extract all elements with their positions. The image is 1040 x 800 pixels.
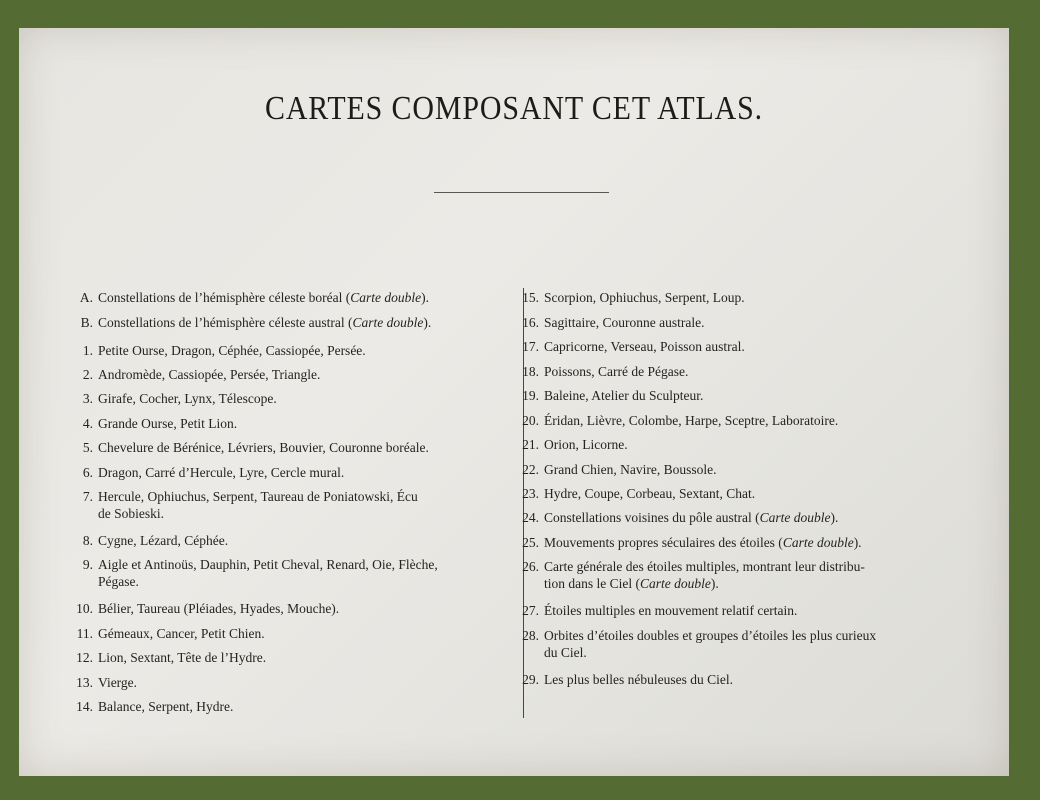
- list-item: [69, 556, 438, 590]
- entry-number: 25.: [522, 535, 539, 550]
- entry-number: 14.: [76, 699, 93, 714]
- list-item: [69, 415, 237, 432]
- atlas-page: [19, 28, 1009, 776]
- entry-text: Étoiles multiples en mouvement relatif certain.: [544, 603, 798, 618]
- entry-number: 26.: [522, 559, 539, 574]
- list-item: [515, 461, 716, 478]
- entry-italic: Carte double: [352, 315, 424, 330]
- entry-number: 1.: [82, 343, 93, 358]
- entry-number: A.: [79, 290, 93, 305]
- entry-text: Poissons, Carré de Pégase.: [544, 364, 689, 379]
- entry-italic: Carte double: [350, 290, 422, 305]
- entry-text: Petite Ourse, Dragon, Céphée, Cassiopée, Persée.: [98, 343, 366, 358]
- list-item: [515, 314, 704, 331]
- list-item: [515, 412, 838, 429]
- entry-text: Hydre, Coupe, Corbeau, Sextant, Chat.: [544, 486, 756, 501]
- entry-continuation-text: du Ciel.: [544, 645, 587, 660]
- list-item: [69, 289, 429, 306]
- list-item: [69, 366, 320, 383]
- entry-text: Mouvements propres séculaires des étoiles (: [544, 535, 783, 550]
- entry-text: Éridan, Lièvre, Colombe, Harpe, Sceptre, Laboratoire.: [544, 413, 839, 428]
- entry-text: Balance, Serpent, Hydre.: [98, 699, 234, 714]
- entry-text: Grande Ourse, Petit Lion.: [98, 416, 238, 431]
- entry-text: Scorpion, Ophiuchus, Serpent, Loup.: [544, 290, 745, 305]
- entry-text: Grand Chien, Navire, Boussole.: [544, 462, 717, 477]
- entry-italic: Carte double: [759, 510, 831, 525]
- entry-text: Cygne, Lézard, Céphée.: [98, 533, 229, 548]
- list-item: [69, 698, 233, 715]
- entry-number: 11.: [76, 626, 93, 641]
- entry-text: Bélier, Taureau (Pléiades, Hyades, Mouche).: [98, 601, 340, 616]
- entry-text: Carte générale des étoiles multiples, montrant leur distribu-: [544, 559, 865, 574]
- entry-text: Constellations voisines du pôle austral (: [544, 510, 760, 525]
- list-item: [515, 534, 862, 551]
- entry-number: 24.: [522, 510, 539, 525]
- list-item: [515, 558, 865, 592]
- title-rule: [434, 192, 609, 193]
- entry-text: Girafe, Cocher, Lynx, Télescope.: [98, 391, 277, 406]
- entry-number: 12.: [76, 650, 93, 665]
- entry-number: 20.: [522, 413, 539, 428]
- list-item: [69, 674, 137, 691]
- list-item: [69, 625, 265, 642]
- entry-tail: ).: [853, 535, 862, 550]
- entry-number: 28.: [522, 628, 539, 643]
- entry-number: 2.: [82, 367, 93, 382]
- entry-text: Lion, Sextant, Tête de l’Hydre.: [98, 650, 267, 665]
- entry-text: Constellations de l’hémisphère céleste austral (: [98, 315, 353, 330]
- entry-number: 22.: [522, 462, 539, 477]
- list-item: [69, 439, 429, 456]
- list-item: [69, 600, 339, 617]
- entry-number: B.: [80, 315, 93, 330]
- entry-text: Aigle et Antinoüs, Dauphin, Petit Cheval, Renard, Oie, Flèche,: [98, 557, 438, 572]
- entry-number: 7.: [82, 489, 93, 504]
- entry-text: Chevelure de Bérénice, Lévriers, Bouvier, Couronne boréale.: [98, 440, 429, 455]
- list-item: [515, 436, 628, 453]
- entry-continuation: [69, 505, 418, 522]
- entry-tail: ).: [421, 290, 430, 305]
- entry-tail: ).: [423, 315, 432, 330]
- entry-text: Orbites d’étoiles doubles et groupes d’étoiles les plus curieux: [544, 628, 877, 643]
- list-item: [515, 363, 688, 380]
- entry-number: 21.: [522, 437, 539, 452]
- list-item: [69, 342, 366, 359]
- entry-continuation-tail: ).: [710, 576, 719, 591]
- list-item: [69, 390, 277, 407]
- entry-number: 27.: [522, 603, 539, 618]
- page-title: CARTES COMPOSANT CET ATLAS.: [264, 90, 763, 127]
- entry-number: 4.: [82, 416, 93, 431]
- entry-text: Hercule, Ophiuchus, Serpent, Taureau de Poniatowski, Écu: [98, 489, 418, 504]
- entry-text: Orion, Licorne.: [544, 437, 628, 452]
- list-item: [515, 387, 703, 404]
- list-item: [69, 464, 344, 481]
- entry-number: 13.: [76, 675, 93, 690]
- entry-text: Constellations de l’hémisphère céleste boréal (: [98, 290, 351, 305]
- entry-number: 15.: [522, 290, 539, 305]
- entry-text: Andromède, Cassiopée, Persée, Triangle.: [98, 367, 321, 382]
- list-item: [515, 289, 745, 306]
- list-item: [515, 509, 838, 526]
- entry-text: Capricorne, Verseau, Poisson austral.: [544, 339, 745, 354]
- entry-continuation: [69, 573, 438, 590]
- entry-continuation-italic: Carte double: [639, 576, 711, 591]
- entry-number: 3.: [82, 391, 93, 406]
- entry-text: Les plus belles nébuleuses du Ciel.: [544, 672, 733, 687]
- entry-number: 10.: [76, 601, 93, 616]
- entry-continuation-text: tion dans le Ciel (: [544, 576, 640, 591]
- list-item: [515, 627, 876, 661]
- list-item: [69, 532, 228, 549]
- entry-continuation: [515, 644, 876, 661]
- list-item: [515, 671, 733, 688]
- list-item: [515, 338, 745, 355]
- entry-text: Gémeaux, Cancer, Petit Chien.: [98, 626, 265, 641]
- entry-tail: ).: [830, 510, 839, 525]
- entry-number: 16.: [522, 315, 539, 330]
- entry-italic: Carte double: [782, 535, 854, 550]
- entry-number: 9.: [82, 557, 93, 572]
- list-item: [69, 314, 431, 331]
- entry-text: Baleine, Atelier du Sculpteur.: [544, 388, 704, 403]
- list-item: [515, 485, 755, 502]
- list-item: [69, 488, 418, 522]
- list-item: [515, 602, 797, 619]
- entry-number: 18.: [522, 364, 539, 379]
- entry-continuation-text: Pégase.: [98, 574, 139, 589]
- entry-number: 8.: [82, 533, 93, 548]
- entry-text: Vierge.: [98, 675, 138, 690]
- entry-number: 17.: [522, 339, 539, 354]
- entry-continuation: [515, 575, 865, 592]
- entry-number: 5.: [82, 440, 93, 455]
- entry-number: 29.: [522, 672, 539, 687]
- list-item: [69, 649, 266, 666]
- entry-number: 6.: [82, 465, 93, 480]
- entry-text: Dragon, Carré d’Hercule, Lyre, Cercle mural.: [98, 465, 345, 480]
- entry-text: Sagittaire, Couronne australe.: [544, 315, 705, 330]
- entry-continuation-text: de Sobieski.: [98, 506, 164, 521]
- entry-number: 19.: [522, 388, 539, 403]
- entry-number: 23.: [522, 486, 539, 501]
